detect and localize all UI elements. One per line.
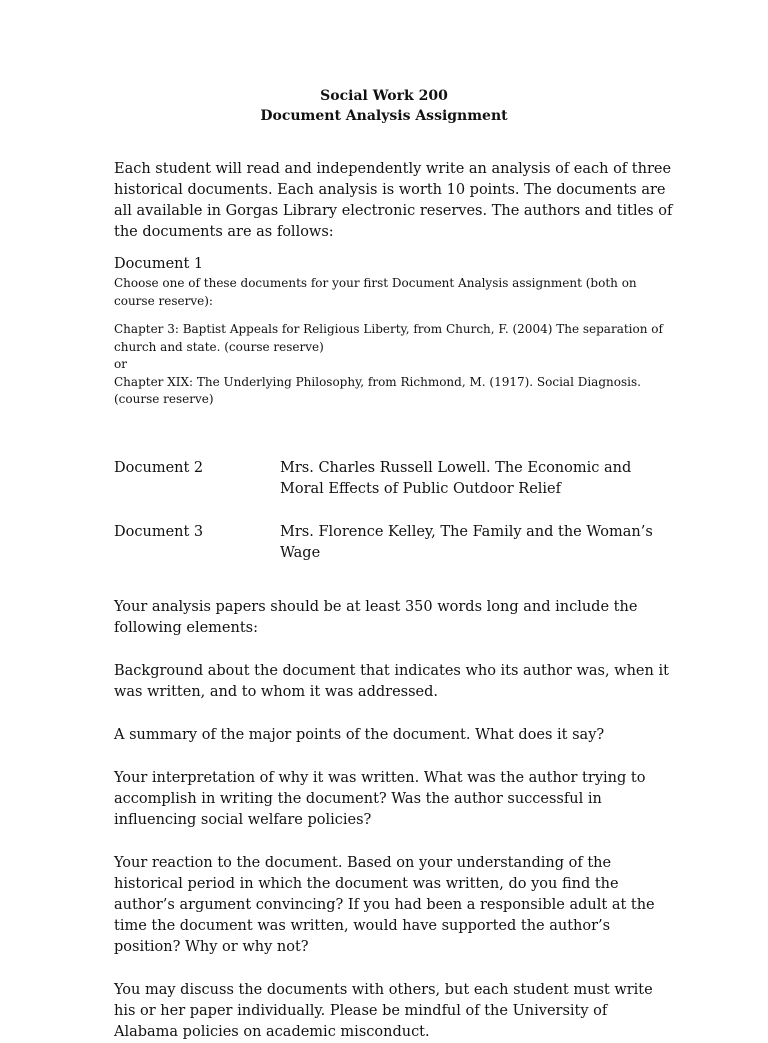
document-1-instructions: Choose one of these documents for your first Document Analysis assignment (both on course reserve): <box>114 276 637 308</box>
requirements-intro: Your analysis papers should be at least 350 words long and include the following elements: <box>114 598 638 636</box>
closing-paragraph: You may discuss the documents with others, but each student must write his or her paper individually. Please be mindful of the University of Alabama policies on academic misconduct. <box>114 981 653 1040</box>
requirement-background: Background about the document that indicates who its author was, when it was written, and to whom it was addressed. <box>114 662 669 700</box>
requirement-reaction: Your reaction to the document. Based on your understanding of the historical period in which the document was written, do you find the author’s argument convincing? If you had been a responsible adult at the time the document was written, would have supported the author’s position? Why or why not? <box>114 854 655 955</box>
document-page <box>114 86 674 1043</box>
course-title: Social Work 200 <box>320 88 448 104</box>
document-2-label: Document 2 <box>114 459 204 476</box>
document-3-label: Document 3 <box>114 523 204 540</box>
document-1-or: or <box>114 357 127 371</box>
document-1-label: Document 1 <box>114 256 204 272</box>
documents-table <box>114 458 674 564</box>
intro-paragraph: Each student will read and independently write an analysis of each of three historical documents. Each analysis is worth 10 points. The documents are all available in Gorgas Library electronic reserves. The authors and titles of the documents are as follows: <box>114 161 673 240</box>
requirement-interpretation: Your interpretation of why it was written. What was the author trying to accomplish in writing the document? Was the author successful in influencing social welfare policies? <box>114 769 646 828</box>
requirement-summary: A summary of the major points of the document. What does it say? <box>114 726 605 743</box>
assignment-title: Document Analysis Assignment <box>260 108 508 124</box>
document-3-description: Mrs. Florence Kelley, The Family and the Woman’s Wage <box>280 523 653 561</box>
document-row <box>114 458 674 500</box>
document-1-option-b: Chapter XIX: The Underlying Philosophy, from Richmond, M. (1917). Social Diagnosis. (course reserve) <box>114 374 641 406</box>
document-row <box>114 522 674 564</box>
document-header <box>114 86 654 126</box>
document-1-option-a: Chapter 3: Baptist Appeals for Religious Liberty, from Church, F. (2004) The separation of church and state. (course reserve) <box>114 322 663 354</box>
document-2-description: Mrs. Charles Russell Lowell. The Economic and Moral Effects of Public Outdoor Relief <box>280 459 632 497</box>
document-1-options <box>114 321 674 409</box>
